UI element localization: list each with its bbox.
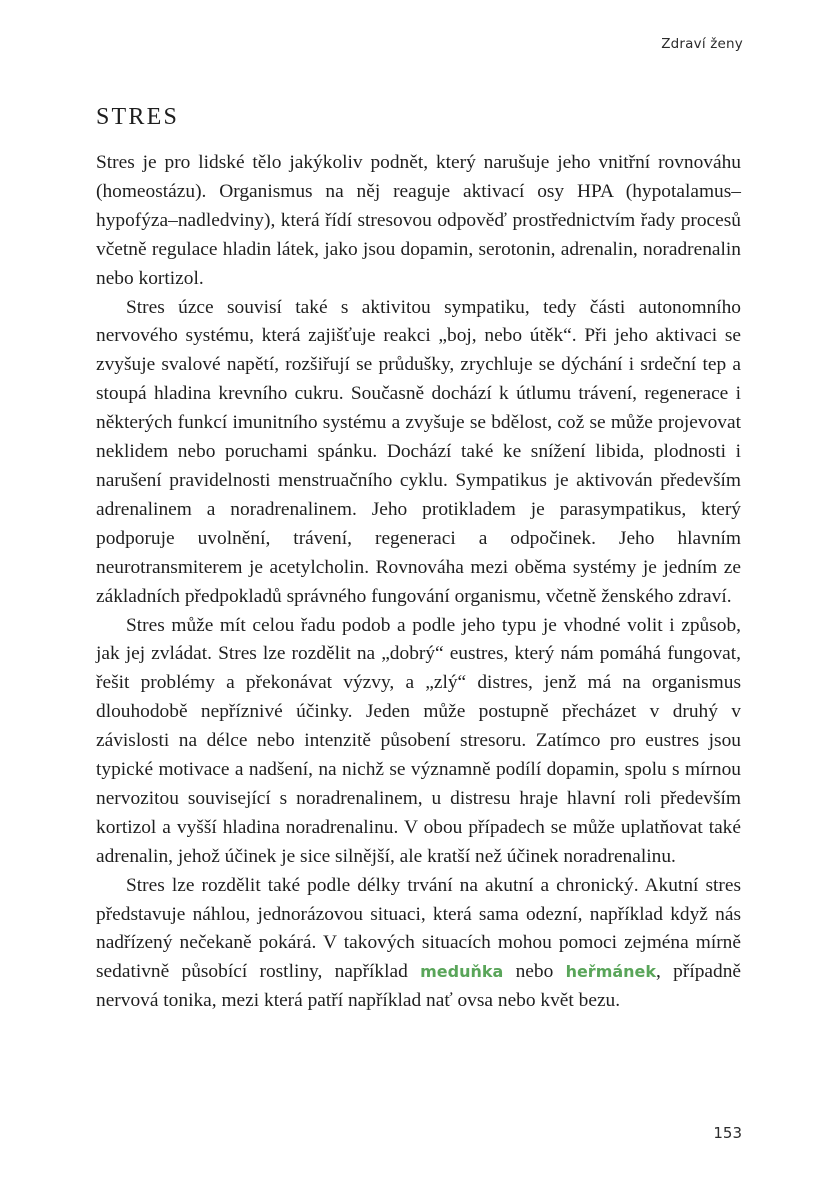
herb-name-chamomile: heřmánek (565, 962, 657, 982)
page-number: 153 (713, 1124, 742, 1142)
paragraph-1: Stres je pro lidské tělo jakýkoliv podnět, který narušuje jeho vnitřní rovnováhu (homeostázu). Organismus na něj reaguje aktivací osy HPA (hypotalamus–hypofýza–nadledviny), která řídí stresovou odpověď prostřednictvím řady procesů včetně regulace hladin látek, jako jsou dopamin, serotonin, adrenalin, noradrenalin nebo kortizol. (96, 152, 741, 289)
running-head: Zdraví ženy (661, 36, 743, 52)
paragraph-4-text-c: , případně nervová tonika, mezi která patří například nať ovsa nebo květ bezu. (96, 961, 742, 1012)
body-text (96, 149, 741, 1016)
herb-name-lemon-balm: meduňka (420, 962, 504, 982)
paragraph-4 (96, 872, 741, 1017)
chapter-title: STRES (96, 104, 180, 130)
paragraph-4-text-a: Stres lze rozdělit také podle délky trvání na akutní a chronický. Akutní stres představuje náhlou, jednorázovou situaci, která sama odezní, například když nás nadřízený nečekaně pokárá. V takových situacích mohou pomoci zejména mírně sedativně působící rostliny, například (96, 874, 741, 983)
paragraph-4-text-b: nebo (503, 961, 566, 983)
paragraph-2: Stres úzce souvisí také s aktivitou sympatiku, tedy části autonomního nervového systému, která zajišťuje reakci „boj, nebo útěk“. Při jeho aktivaci se zvyšuje svalové napětí, rozšiřují se průdušky, zrychluje se dýchání i srdeční tep a stoupá hladina krevního cukru. Současně dochází k útlumu trávení, regenerace i některých funkcí imunitního systému a zvyšuje se bdělost, což se může projevovat neklidem nebo poruchami spánku. Dochází také ke snížení libida, plodnosti i narušení pravidelnosti menstruačního cyklu. Sympatikus je aktivován především adrenalinem a noradrenalinem. Jeho protikladem je parasympatikus, který podporuje uvolnění, trávení, regeneraci a odpočinek. Jeho hlavním neurotransmiterem je acetylcholin. Rovnováha mezi oběma systémy je jedním ze základních předpokladů správného fungování organismu, včetně ženského zdraví. (96, 296, 741, 607)
paragraph-3: Stres může mít celou řadu podob a podle jeho typu je vhodné volit i způsob, jak jej zvládat. Stres lze rozdělit na „dobrý“ eustres, který nám pomáhá fungovat, řešit problémy a překonávat výzvy, a „zlý“ distres, jenž má na organismus dlouhodobě nepříznivé účinky. Jeden může postupně přecházet v druhý v závislosti na délce nebo intenzitě působení stresoru. Zatímco pro eustres jsou typické motivace a nadšení, na nichž se významně podílí dopamin, spolu s mírnou nervozitou související s noradrenalinem, u distresu hraje hlavní roli především kortizol a vyšší hladina noradrenalinu. V obou případech se může uplatňovat také adrenalin, jehož účinek je sice silnější, ale kratší než účinek noradrenalinu. (96, 614, 741, 867)
